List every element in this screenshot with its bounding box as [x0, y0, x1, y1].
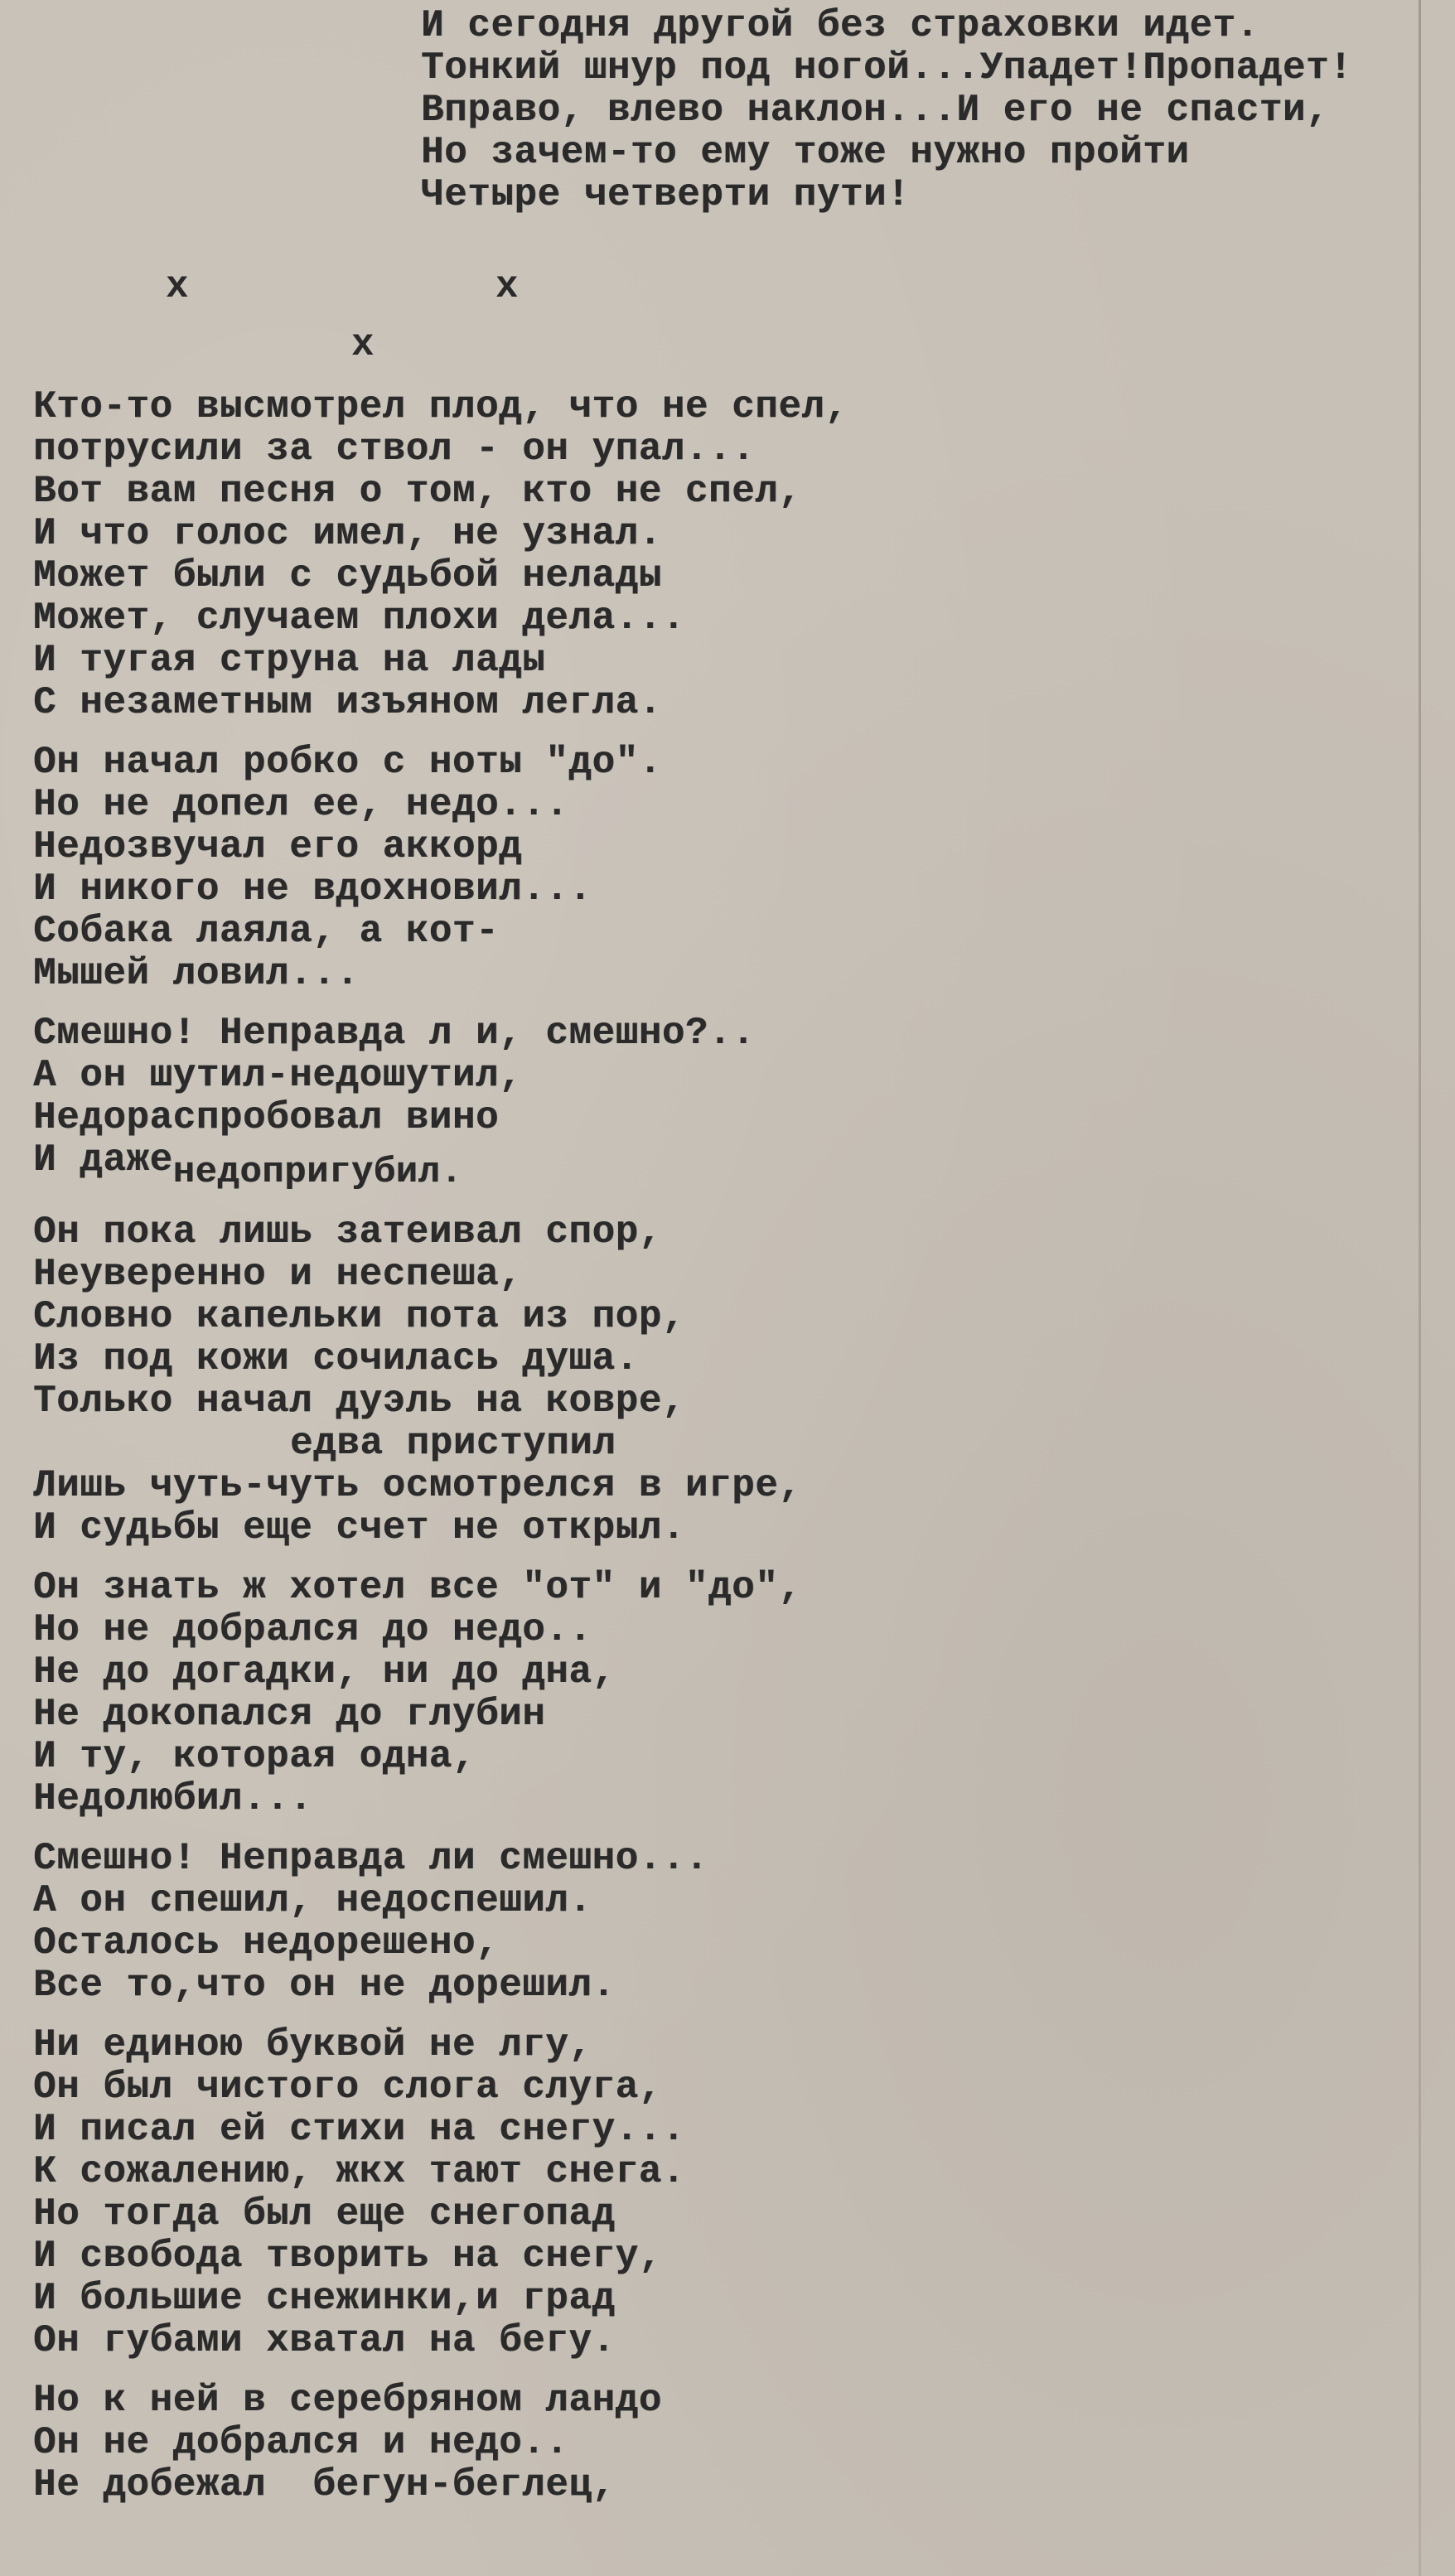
poem-line: Но не допел ее, недо...	[33, 783, 569, 826]
poem-line: Может были с судьбой нелады	[33, 554, 662, 597]
stanza	[33, 1013, 1392, 1194]
poem-line: Он губами хватал на бегу.	[33, 2319, 616, 2362]
section-divider-mark: х	[495, 265, 519, 308]
poem-line: Мышей ловил...	[33, 952, 360, 995]
poem-line: А он спешил, недоспешил.	[33, 1879, 592, 1922]
poem-line: И что голос имел, не узнал.	[33, 512, 662, 555]
stanza	[33, 742, 1392, 995]
section-divider-mark: х	[351, 323, 375, 366]
poem-line: Он был чистого слога слуга,	[33, 2066, 662, 2109]
poem-line: Недолюбил...	[33, 1777, 313, 1820]
poem-line: И свобода творить на снегу,	[33, 2235, 662, 2278]
intro-line: Тонкий шнур под ногой...Упадет!Пропадет!	[421, 46, 1353, 89]
stanza	[33, 1465, 1392, 1549]
poem-line: С незаметным изъяном легла.	[33, 681, 662, 724]
poem-line: потрусили за ствол - он упал...	[33, 428, 756, 471]
poem-line: Только начал дуэль на ковре,	[33, 1380, 685, 1423]
poem-line: Недозвучал его аккорд	[33, 825, 523, 868]
poem-line: Но к ней в серебряном ландо	[33, 2379, 662, 2422]
poem-line: Но не добрался до недо..	[33, 1608, 592, 1651]
stanza	[33, 1567, 1392, 1820]
poem-line: Кто-то высмотрел плод, что не спел,	[33, 385, 848, 428]
poem-line: Словно капельки пота из пор,	[33, 1295, 685, 1338]
line-prefix: И даже	[33, 1138, 173, 1182]
poem-line: Недораспробовал вино	[33, 1096, 500, 1139]
poem-line: Вот вам песня о том, кто не спел,	[33, 470, 802, 513]
section-divider-mark: х	[166, 265, 189, 308]
poem-line: И судьбы еще счет не открыл.	[33, 1506, 685, 1549]
poem-line: И никого не вдохновил...	[33, 868, 592, 911]
poem-line: Он пока лишь затеивал спор,	[33, 1211, 662, 1254]
poem-line: Собака лаяла, а кот-	[33, 910, 500, 953]
intro-stanza	[421, 5, 1415, 216]
poem-line: И ту, которая одна,	[33, 1735, 476, 1778]
intro-line: И сегодня другой без страховки идет.	[421, 4, 1259, 47]
paper-edge	[1419, 0, 1421, 2576]
poem-line: Смешно! Неправда ли смешно...	[33, 1837, 709, 1880]
poem-line: Может, случаем плохи дела...	[33, 597, 685, 640]
poem-line: И тугая струна на лады	[33, 639, 546, 682]
intro-line: Вправо, влево наклон...И его не спасти,	[421, 89, 1330, 132]
poem-line: Смешно! Неправда л и, смешно?..	[33, 1012, 756, 1055]
intro-line: Четыре четверти пути!	[421, 173, 911, 216]
poem-line: Он знать ж хотел все "от" и "до",	[33, 1566, 802, 1609]
poem-line: А он шутил-недошутил,	[33, 1054, 523, 1097]
stanza	[33, 386, 1392, 724]
poem-line: И писал ей стихи на снегу...	[33, 2108, 685, 2151]
poem-line: И большие снежинки,и град	[33, 2277, 616, 2320]
line-subscript: недопригубил.	[172, 1152, 463, 1193]
poem-line: Осталось недорешено,	[33, 1921, 500, 1965]
poem-line-indented: едва приступил	[290, 1422, 616, 1465]
poem-line: Из под кожи сочилась душа.	[33, 1337, 639, 1380]
poem-line: Все то,что он не дорешил.	[33, 1964, 616, 2007]
poem-line: Ни единою буквой не лгу,	[33, 2023, 592, 2066]
poem-line: Он не добрался и недо..	[33, 2421, 569, 2464]
poem-line: Он начал робко с ноты "до".	[33, 741, 662, 784]
stanza	[33, 2024, 1392, 2362]
poem-line: Не докопался до глубин	[33, 1693, 546, 1736]
poem-line: Неуверенно и неспеша,	[33, 1253, 523, 1296]
poem-line: Лишь чуть-чуть осмотрелся в игре,	[33, 1464, 802, 1507]
poem-line: Но тогда был еще снегопад	[33, 2192, 616, 2235]
poem-body	[33, 386, 1392, 2524]
stanza	[33, 1211, 1392, 1465]
poem-line-split	[33, 1139, 1392, 1194]
poem-line: К сожалению, жкх тают снега.	[33, 2150, 685, 2193]
stanza	[33, 2380, 1392, 2506]
stanza	[33, 1838, 1392, 2007]
poem-line: Не добежал бегун-беглец,	[33, 2463, 616, 2506]
intro-line: Но зачем-то ему тоже нужно пройти	[421, 131, 1190, 174]
poem-line: Не до догадки, ни до дна,	[33, 1650, 616, 1694]
